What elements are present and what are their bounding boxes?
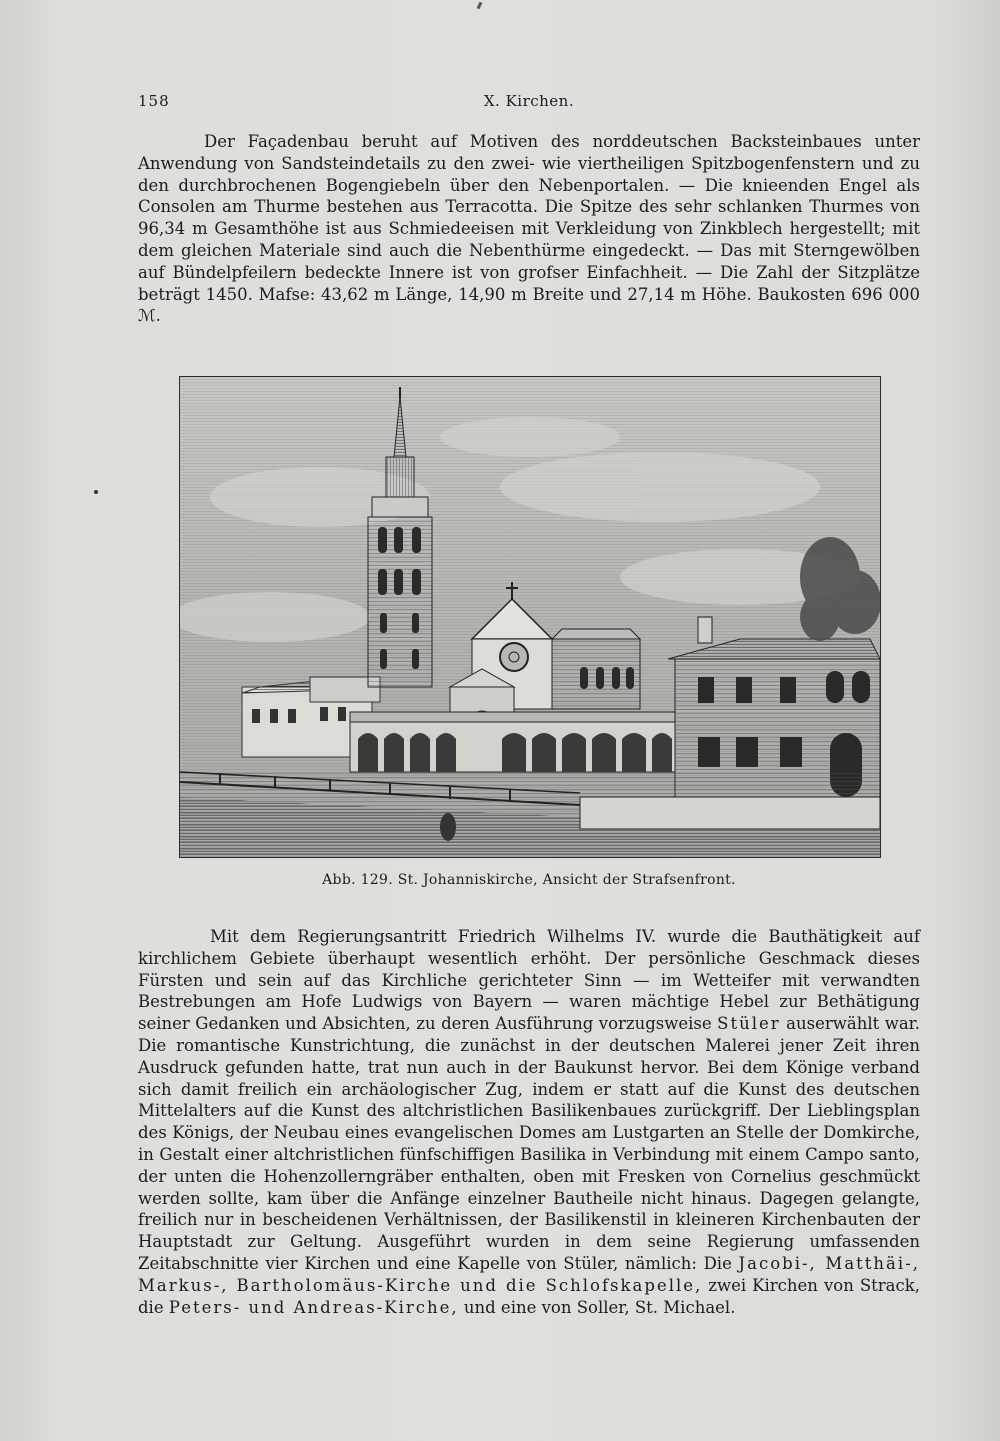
church-list-stueler: Jacobi-, Matthäi-, Markus-, Bartholomäus-Kirche und die Schlofskapelle, — [138, 1253, 920, 1295]
church-list-strack: Peters- und Andreas-Kirche, — [168, 1297, 459, 1317]
page-number: 158 — [138, 92, 170, 110]
margin-dot-mark — [94, 490, 98, 494]
figure-caption: Abb. 129. St. Johanniskirche, Ansicht der Strafsenfront. — [322, 872, 736, 888]
paragraph-text: auserwählt war. Die romantische Kunstrichtung, die zunächst in der deutschen Malerei jener Zeit ihren Ausdruck gefunden hatte, trat nun auch in der Baukunst hervor. Bei dem Könige verband sich damit freilich ein archäologischer Zug, indem er statt auf die Kunst des deutschen Mittelalters auf die Kunst des altchristlichen Basilikenbaues zurückgriff. Der Lieblingsplan des Königs, der Neubau eines evangelischen Domes am Lustgarten an Stelle der Domkirche, in Gestalt einer altchristlichen fünfschiffigen Basilika in Verbindung mit einem Campo santo, der unten die Hohenzollerngräber enthalten, oben mit Fresken von Cornelius geschmückt werden sollte, kam über die Anfänge einzelner Bautheile nicht hinaus. Dagegen gelangte, freilich nur in bescheidenen Verhältnissen, der Basilikenstil in kleineren Kirchenbauten der Hauptstadt zur Geltung. Ausgeführt wurden in dem seine Regierung umfassenden Zeitabschnitte vier Kirchen und eine Kapelle von Stüler, nämlich: Die — [138, 1014, 920, 1273]
architect-name-stueler: Stüler — [717, 1014, 781, 1034]
paragraph-basilica-style — [138, 926, 920, 1318]
church-illustration — [180, 377, 880, 857]
church-engraving — [179, 376, 881, 858]
paragraph-text: zwei Kirchen von Strack, die — [138, 1275, 920, 1317]
colonnade-arcade — [350, 712, 675, 772]
section-title: X. Kirchen. — [483, 92, 575, 110]
paragraph-facade: Der Façadenbau beruht auf Motiven des norddeutschen Backsteinbaues unter Anwendung von Sandsteindetails zu den zwei- wie viertheiligen Spitzbogenfenstern und zu den durchbrochenen Bogengiebeln über den Nebenportalen. — Die knieenden Engel als Consolen am Thurme bestehen aus Terracotta. Die Spitze des sehr schlanken Thurmes von 96,34 m Gesamthöhe ist aus Schmiedeeisen mit Verkleidung von Zinkblech hergestellt; mit dem gleichen Materiale sind auch die Nebenthürme eingedeckt. — Das mit Sterngewölben auf Bündelpfeilern bedeckte Innere ist von grofser Einfachheit. — Die Zahl der Sitzplätze beträgt 1450. Mafse: 43,62 m Länge, 14,90 m Breite und 27,14 m Höhe. Baukosten 696 000 ℳ. — [138, 132, 920, 326]
paragraph-text: Mit dem Regierungsantritt Friedrich Wilhelms IV. wurde die Bauthätigkeit auf kirchlichem Gebiete überhaupt wesentlich erhöht. Der persönliche Geschmack dieses Fürsten und sein auf das Kirchliche gerichteter Sinn — im Wetteifer mit verwandten Bestrebungen am Hofe Ludwigs von Bayern — waren mächtige Hebel zur Bethätigung seiner Gedanken und Absichten, zu deren Ausführung vorzugsweise — [138, 927, 920, 1034]
smudge-mark — [477, 2, 483, 10]
tree — [800, 537, 880, 641]
street-fence — [180, 772, 880, 857]
paragraph-text: und eine von Soller, St. Michael. — [458, 1297, 736, 1317]
bell-tower — [368, 387, 432, 687]
running-head — [138, 92, 920, 118]
